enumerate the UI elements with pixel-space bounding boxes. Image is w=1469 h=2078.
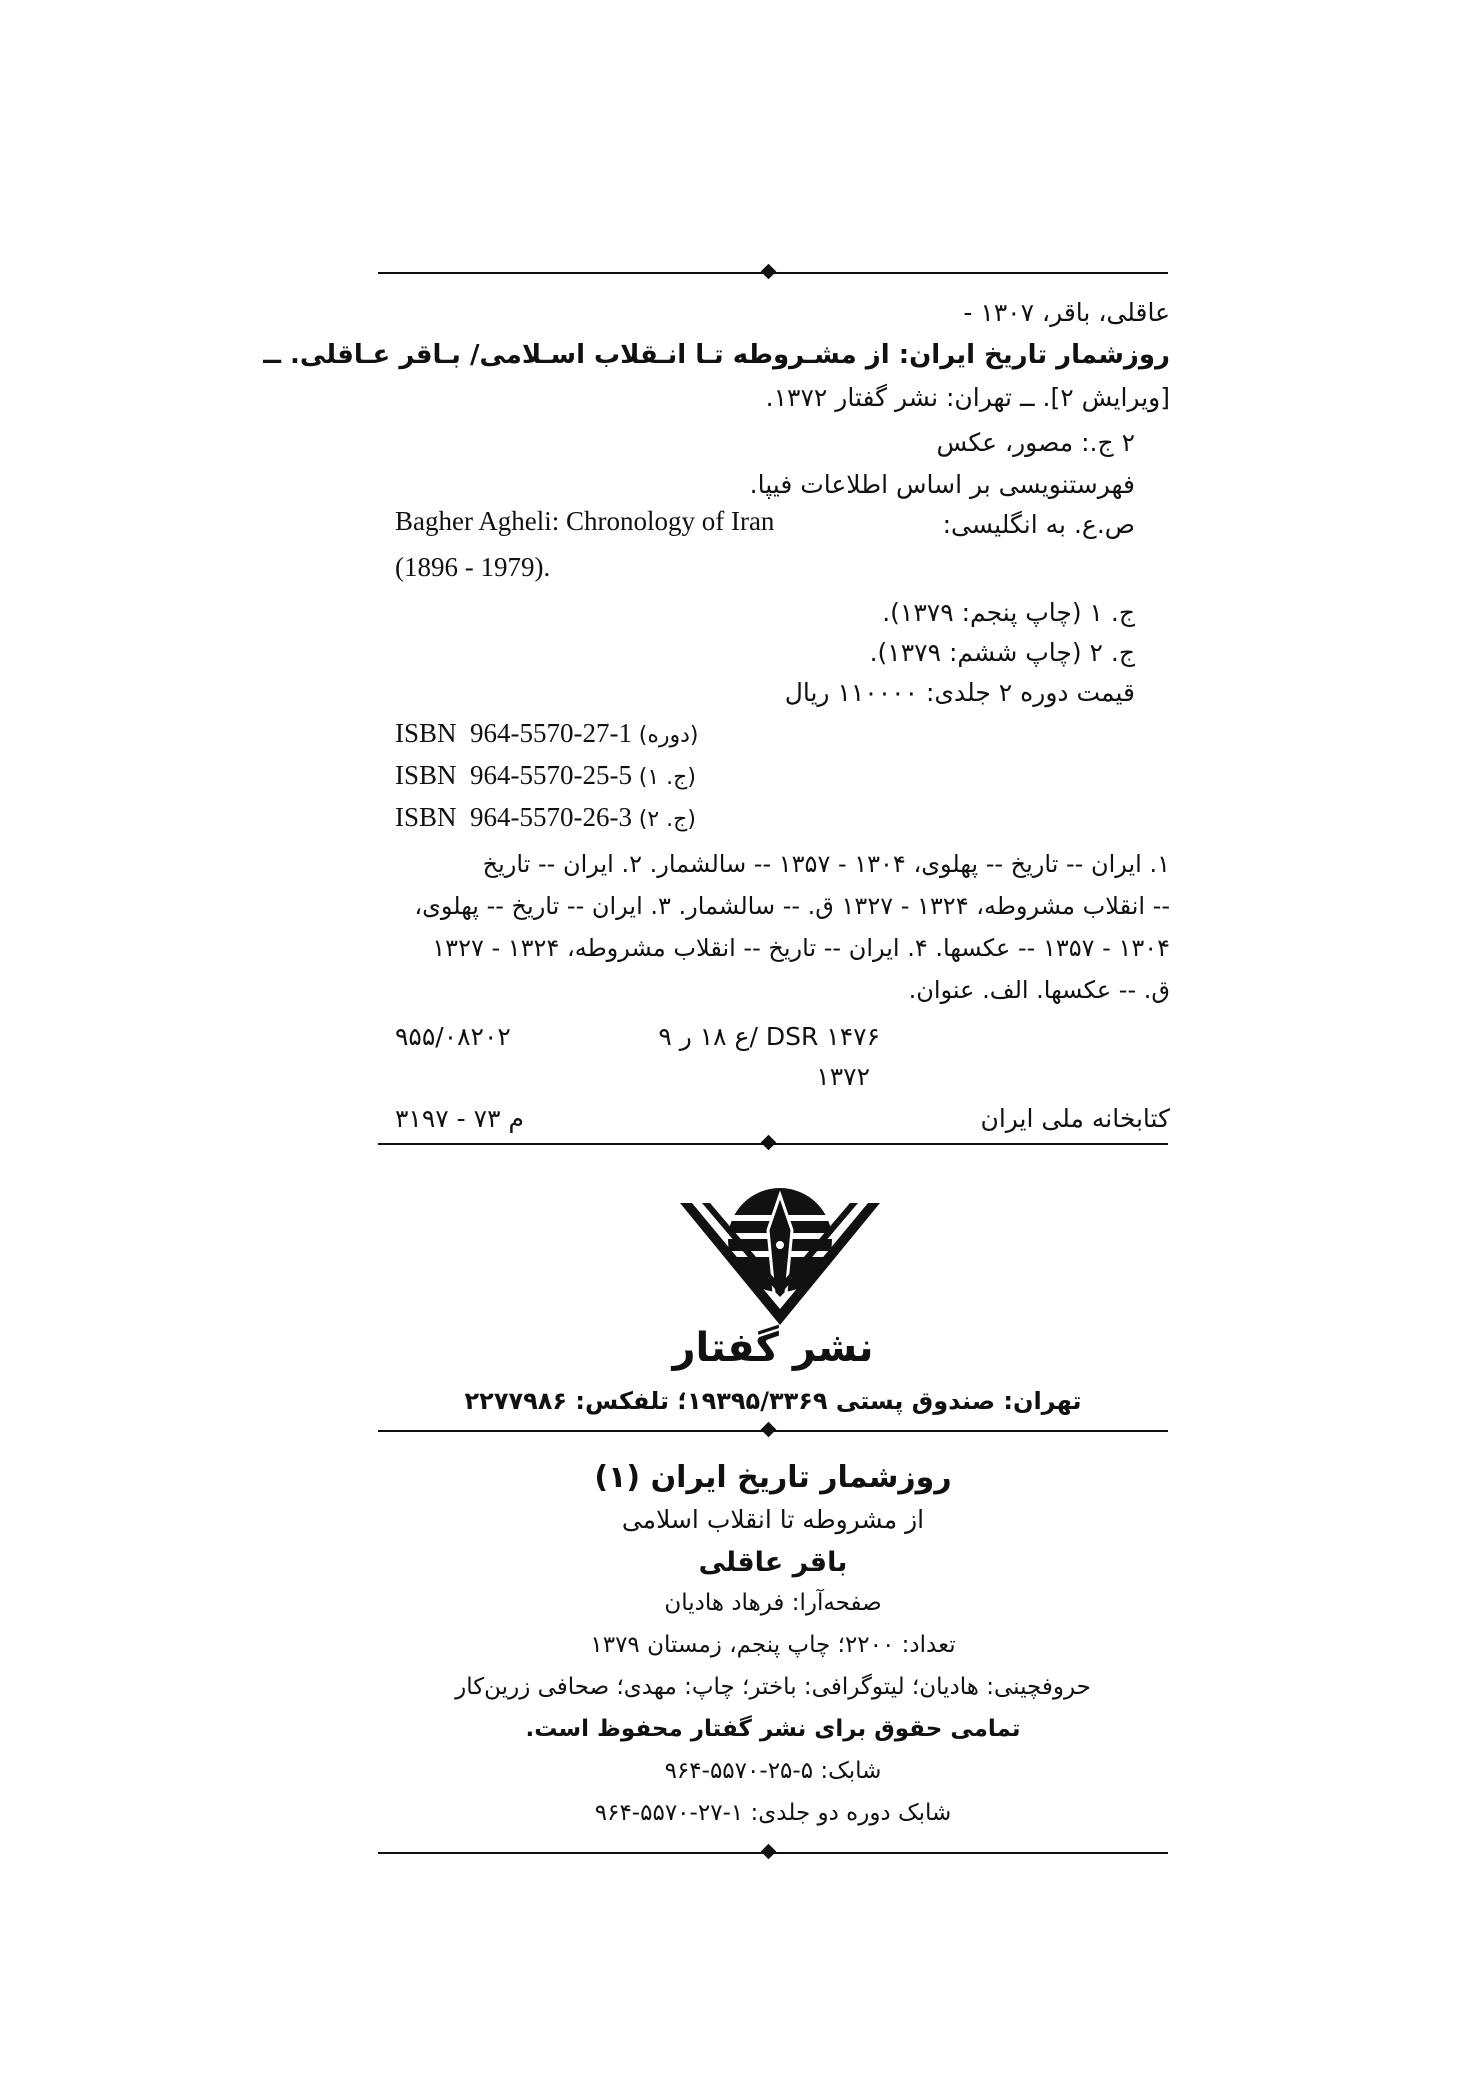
english-title-label: ص.ع. به انگلیسی: xyxy=(942,510,1135,539)
subject-line-1: ۱. ایران -- تاریخ -- پهلوی، ۱۳۰۴ - ۱۳۵۷ -- سالشمار. ۲. ایران -- تاریخ xyxy=(482,850,1170,878)
isbn-set-colophon: شابک دوره دو جلدی: ۱-۲۷-۵۵۷۰-۹۶۴ xyxy=(594,1800,952,1826)
catalog-divider xyxy=(378,1143,1168,1145)
publisher-address: تهران: صندوق پستی ۱۹۳۹۵/۳۳۶۹؛ تلفکس: ۲۲۷۷۹۸۶ xyxy=(464,1387,1082,1415)
price-note: قیمت دوره ۲ جلدی: ۱۱۰۰۰۰ ریال xyxy=(784,678,1135,707)
english-title-line-2: (1896 - 1979). xyxy=(395,552,551,582)
isbn-volume-1: ISBN 964-5570-25-5 (ج. ۱) xyxy=(395,760,696,790)
edition-entry: [ویرایش ۲]. ــ تهران: نشر گفتار ۱۳۷۲. xyxy=(765,383,1170,412)
cataloging-record xyxy=(263,0,1170,1150)
bottom-divider xyxy=(378,1852,1168,1854)
fipa-note: فهرستنویسی بر اساس اطلاعات فیپا. xyxy=(749,470,1135,499)
book-title: روزشمار تاریخ ایران (۱) xyxy=(594,1460,952,1495)
print-run: تعداد: ۲۲۰۰؛ چاپ پنجم، زمستان ۱۳۷۹ xyxy=(590,1632,956,1658)
volume-1-note: ج. ۱ (چاپ پنجم: ۱۳۷۹). xyxy=(882,598,1135,627)
author-entry: عاقلی، باقر، ۱۳۰۷ - xyxy=(963,298,1170,327)
title-entry: روزشمار تاریخ ایران: از مشـروطه تـا انـقلاب اسـلامی/ بـاقر عـاقلی. ــ xyxy=(263,340,1170,370)
book-author: باقر عاقلی xyxy=(698,1547,848,1578)
publisher-logo-text: نشر گفتار xyxy=(672,1325,874,1371)
isbn-set: ISBN 964-5570-27-1 (دوره) xyxy=(395,718,699,748)
production-credits: حروفچینی: هادیان؛ لیتوگرافی: باختر؛ چاپ: مهدی؛ صحافی زرین‌کار xyxy=(455,1674,1091,1700)
catalog-year: ۱۳۷۲ xyxy=(816,1062,870,1091)
library-number: م ۷۳ - ۳۱۹۷ xyxy=(395,1104,524,1133)
colophon-divider xyxy=(378,1430,1168,1432)
english-title-line-1: Bagher Agheli: Chronology of Iran xyxy=(395,506,775,536)
book-subtitle: از مشروطه تا انقلاب اسلامی xyxy=(621,1505,925,1534)
isbn-volume-2: ISBN 964-5570-26-3 (ج. ۲) xyxy=(395,802,696,832)
library-name: کتابخانه ملی ایران xyxy=(980,1104,1170,1133)
call-number: DSR ۱۴۷۶ /ع ۱۸ ر ۹ xyxy=(658,1022,880,1051)
physical-description: ۲ ج.: مصور، عکس xyxy=(936,428,1135,457)
subject-line-3: ۱۳۰۴ - ۱۳۵۷ -- عکسها. ۴. ایران -- تاریخ -- انقلاب مشروطه، ۱۳۲۴ - ۱۳۲۷ xyxy=(432,934,1170,962)
subject-line-4: ق. -- عکسها. الف. عنوان. xyxy=(908,976,1170,1004)
volume-2-note: ج. ۲ (چاپ ششم: ۱۳۷۹). xyxy=(869,638,1135,667)
layout-credit: صفحه‌آرا: فرهاد هادیان xyxy=(664,1590,882,1616)
dewey-number: ۹۵۵/۰۸۲۰۲ xyxy=(395,1022,511,1051)
isbn-volume: شابک: ۵-۲۵-۵۵۷۰-۹۶۴ xyxy=(664,1758,882,1784)
subject-line-2: -- انقلاب مشروطه، ۱۳۲۴ - ۱۳۲۷ ق. -- سالشمار. ۳. ایران -- تاریخ -- پهلوی، xyxy=(414,892,1170,920)
rights-notice: تمامی حقوق برای نشر گفتار محفوظ است. xyxy=(525,1716,1021,1742)
